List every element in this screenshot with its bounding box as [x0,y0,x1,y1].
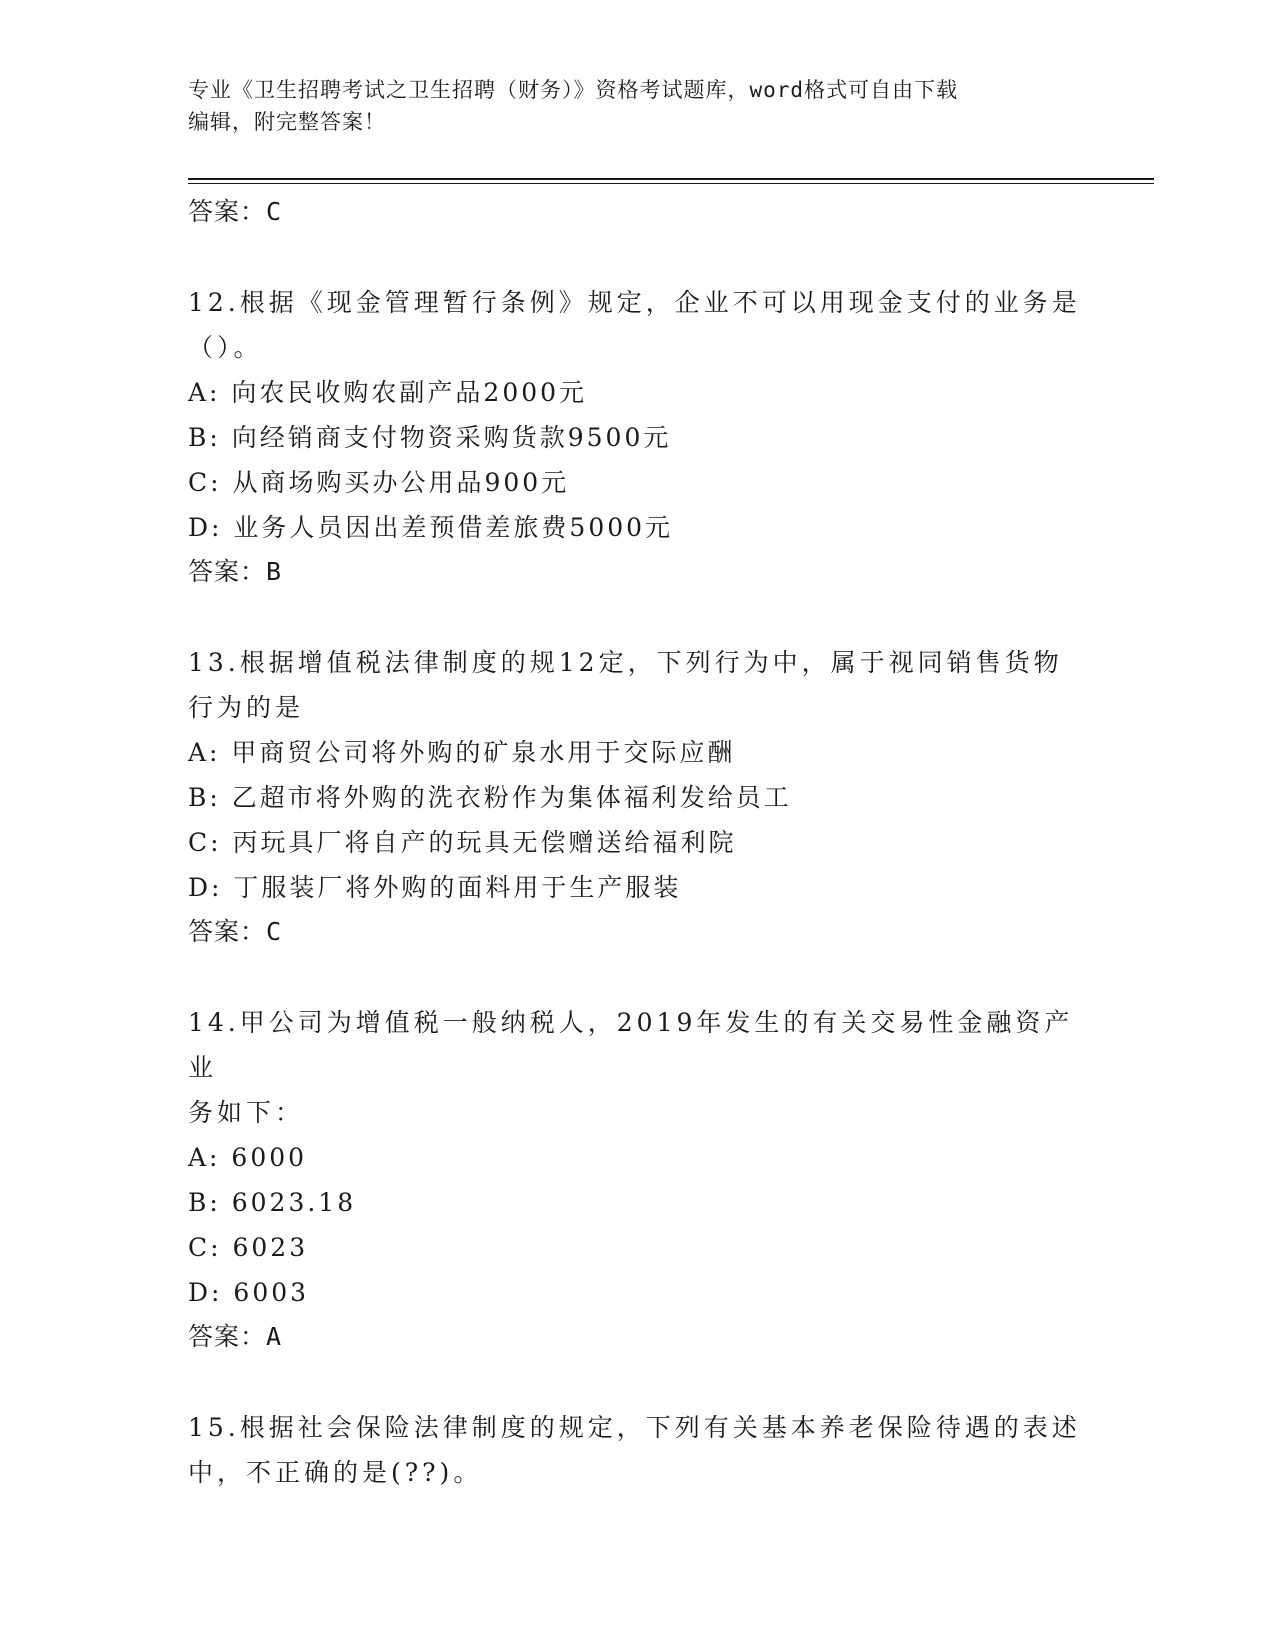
question-text-line: （）。 [188,333,263,362]
question-15 [188,1405,1088,1495]
option-a: A: 6000 [188,1143,308,1172]
question-text-line: 中，不正确的是(??)。 [188,1458,483,1487]
question-text [188,1405,1088,1495]
option-b: B: 乙超市将外购的洗衣粉作为集体福利发给员工 [188,783,792,812]
question-text [188,280,1088,370]
option-d: D: 丁服装厂将外购的面料用于生产服装 [188,873,682,902]
question-text-line: 务如下： [188,1098,305,1127]
header-divider-thick [188,178,1154,180]
answer-line: 答案：C [188,917,283,946]
question-text-line: 14.甲公司为增值税一般纳税人，2019年发生的有关交易性金融资产业 [188,1008,1074,1082]
question-text-line: 行为的是 [188,693,305,722]
question-list [188,190,1088,1495]
question-12 [188,280,1088,594]
header-divider-thin [188,183,1154,184]
option-d: D: 6003 [188,1278,310,1307]
question-text [188,640,1088,730]
header-line-2: 编辑，附完整答案！ [188,110,386,134]
header-line-1: 专业《卫生招聘考试之卫生招聘（财务）》资格考试题库，word格式可自由下载 [188,78,959,102]
option-a: A: 甲商贸公司将外购的矿泉水用于交际应酬 [188,738,736,767]
question-13 [188,640,1088,954]
question-text [188,1000,1088,1135]
document-header [188,74,1068,138]
question-text-line: 13.根据增值税法律制度的规12定，下列行为中，属于视同销售货物 [188,648,1063,677]
option-a: A: 向农民收购农副产品2000元 [188,378,588,407]
option-c: C: 6023 [188,1233,309,1262]
question-text-line: 12.根据《现金管理暂行条例》规定，企业不可以用现金支付的业务是 [188,288,1081,317]
option-c: C: 丙玩具厂将自产的玩具无偿赠送给福利院 [188,828,737,857]
question-text-line: 15.根据社会保险法律制度的规定，下列有关基本养老保险待遇的表述 [188,1413,1081,1442]
option-b: B: 向经销商支付物资采购货款9500元 [188,423,672,452]
option-d: D: 业务人员因出差预借差旅费5000元 [188,513,674,542]
answer-line: 答案：B [188,557,283,586]
answer-line: 答案：C [188,197,283,226]
answer-line: 答案：A [188,1322,283,1351]
option-c: C: 从商场购买办公用品900元 [188,468,570,497]
option-b: B: 6023.18 [188,1188,357,1217]
question-14 [188,1000,1088,1359]
